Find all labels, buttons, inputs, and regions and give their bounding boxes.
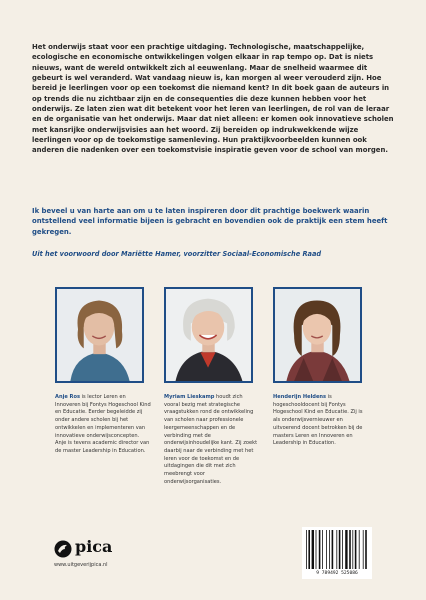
barcode-bars: [302, 527, 372, 571]
author-name: Henderijn Heldens: [273, 394, 327, 400]
author-photos: [55, 287, 375, 383]
author-name: Anje Ros: [55, 394, 80, 400]
intro-paragraph: Het onderwijs staat voor een prachtige uitdaging. Technologische, maatschappelijke, ecologische en economische ontwikkelingen volgen elkaar in rap tempo op. Dat is niets nieuws, want de wereld ontwikkelt zich al eeuwenlang. Maar de snelheid waarmee dit gebeurt is wel veranderd. Wat vandaag nieuw is, kan morgen al weer verouderd zijn. Hoe bereid je leerlingen voor op een toekomst die niemand kent? In dit boek gaan de auteurs in op trends die nu zichtbaar zijn en de consequenties die deze kunnen hebben voor het onderwijs. Ze laten zien wat dit betekent voor het leren van leerlingen, de rol van de leraar en de organisatie van het onderwijs. Maar dat niet alleen: er komen ook innovatieve scholen met kansrijke onderwijsvisies aan het woord. Zij bereiden op indrukwekkende wijze leerlingen voor op de toekomstige samenleving. Hun praktijkvoorbeelden kunnen ook anderen die nadenken over een toekomstvisie inspiratie geven voor de school van morgen.: [32, 43, 394, 155]
quote-attribution: Uit het voorwoord door Mariëtte Hamer, voorzitter Sociaal-Economische Raad: [32, 250, 322, 258]
publisher-name: pica: [75, 537, 113, 556]
author-description: is lector Leren en Innoveren bij Fontys Hogeschool Kind en Educatie. Eerder begeleidde zij onder andere scholen bij het ontwikkelen en implementeren van innovatieve onderwijsconcepten. Anje is tevens academic director van de master Leadership in Education.: [55, 394, 151, 454]
barcode-number: 9 789492 525086: [316, 571, 358, 576]
intro-text: [32, 42, 394, 156]
author-photo-henderijn-heldens: [273, 287, 362, 383]
author-photo-myriam-lieskamp: [164, 287, 253, 383]
author-name: Myriam Lieskamp: [164, 394, 215, 400]
author-description: houdt zich vooral bezig met strategische vraagstukken rond de ontwikkeling van scholen naar professionele leergemeenschappen en de verbinding met de onderwijsinhoudelijke kant. Zij zoekt daarbij naar de verbinding met het leren voor de toekomst en de uitdagingen die dit met zich meebrengt voor onderwijsorganisaties.: [164, 394, 258, 485]
quote-text: Ik beveel u van harte aan om u te laten inspireren door dit prachtige boekwerk waarin ontstellend veel informatie bijeen is gebracht en bovendien ook de praktijk een stem heeft gekregen.: [32, 207, 388, 236]
isbn-barcode: [302, 527, 372, 579]
recommendation-quote: [32, 206, 394, 237]
pica-bird-icon: [54, 540, 72, 558]
author-bio-henderijn-heldens: [273, 394, 369, 448]
publisher-logo: [54, 537, 144, 572]
author-photo-anje-ros: [55, 287, 144, 383]
author-description: is hogeschooldocent bij Fontys Hogeschool Kind en Educatie. Zij is als onderwijsvernieuwer en uitvoerend docent betrokken bij de masters Leren en Innoveren en Leadership in Education.: [273, 394, 363, 447]
author-bio-myriam-lieskamp: [164, 394, 260, 486]
publisher-url: www.uitgeverijpica.nl: [54, 562, 108, 568]
author-bio-anje-ros: [55, 394, 151, 456]
